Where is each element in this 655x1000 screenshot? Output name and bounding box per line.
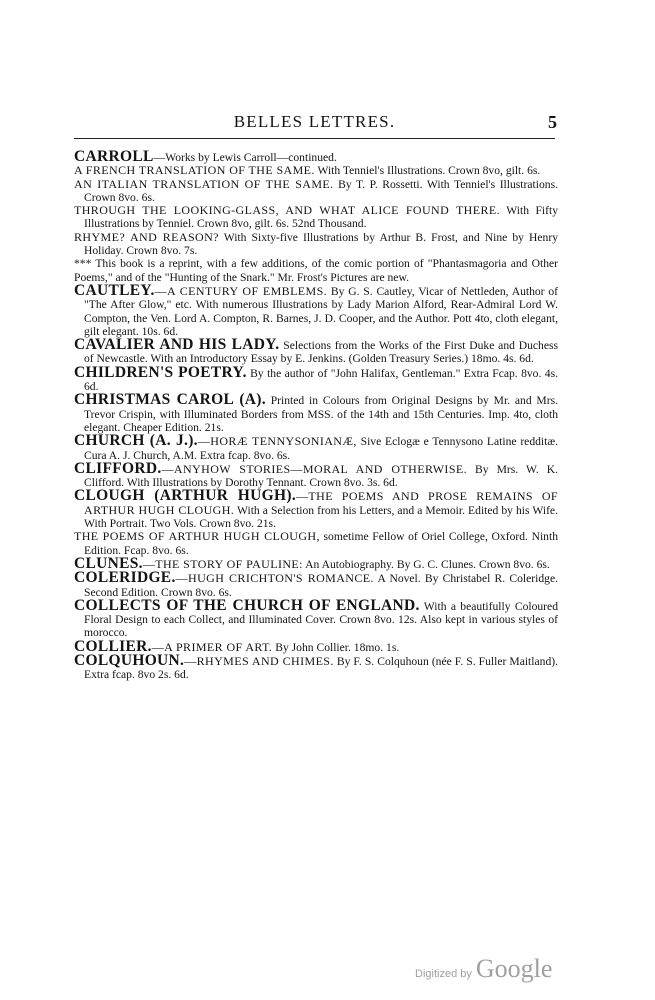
entry-description: By F. S. Colquhoun (née F. S. Fuller Maitland). Extra fcap. 8vo 2s. 6d. bbox=[84, 654, 558, 682]
entry-heading: CHRISTMAS CAROL (A). bbox=[74, 391, 266, 409]
catalogue-entry bbox=[74, 651, 558, 682]
entry-heading: CLOUGH (ARTHUR HUGH). bbox=[74, 487, 297, 505]
catalogue-subentry bbox=[74, 231, 558, 258]
entry-description: —Works by Lewis Carroll—continued. bbox=[153, 151, 337, 164]
catalogue-subentry bbox=[74, 204, 558, 231]
entry-description: By T. P. Rossetti. With Tenniel's Illustrations. Crown 8vo. 6s. bbox=[84, 177, 558, 204]
entry-heading: COLLECTS OF THE CHURCH OF ENGLAND. bbox=[74, 596, 420, 614]
catalogue-entry bbox=[74, 571, 558, 599]
entry-heading: CHILDREN'S POETRY. bbox=[74, 363, 247, 381]
entry-description: sometime Fellow of Oriel College, Oxford. Ninth Edition. Fcap. 8vo. 6s. bbox=[84, 530, 558, 557]
entry-description: A Novel. By Christabel R. Coleridge. Second Edition. Crown 8vo. 6s. bbox=[84, 572, 558, 599]
entry-title: A FRENCH TRANSLATION OF THE SAME. bbox=[74, 163, 315, 178]
catalogue-entry bbox=[74, 434, 558, 462]
page-number: 5 bbox=[548, 112, 557, 132]
catalogue-entry bbox=[74, 363, 558, 394]
entry-description: Printed in Colours from Original Designs by Mr. and Mrs. Trevor Crispin, with Illuminated Borders from MSS. of the 14th and 15th Centuries. Imp. 4to, cloth elegant. Cheaper Edition. 21s. bbox=[84, 394, 558, 434]
entry-title: —HUGH CRICHTON'S ROMANCE. bbox=[175, 571, 374, 586]
entry-title: —THE POEMS AND PROSE REMAINS OF ARTHUR HUGH CLOUGH. bbox=[84, 489, 558, 517]
running-title: BELLES LETTRES. bbox=[233, 112, 396, 131]
entry-description: Selections from the Works of the First Duke and Duchess of Newcastle. With an Introductory Essay by E. Jenkins. (Golden Treasury Series.) 18mo. 4s. 6d. bbox=[84, 339, 559, 366]
entry-description: With a beautifully Coloured Floral Design to each Collect, and Illuminated Cover. Crown 8vo. 12s. Also kept in various styles of morocco. bbox=[84, 599, 558, 640]
catalogue-entry bbox=[74, 150, 558, 164]
entry-title: —A PRIMER OF ART. bbox=[151, 639, 273, 654]
note-text: *** This book is a reprint, with a few additions, of the comic portion of "Phantasmagoria and Other Poems," and of the "Hunting of the Snark." Mr. Frost's Pictures are new. bbox=[74, 257, 558, 284]
digitized-by-label: Digitized by bbox=[415, 968, 472, 980]
catalogue-entry bbox=[74, 281, 559, 338]
catalogue-list bbox=[74, 150, 558, 682]
entry-description: By Mrs. W. K. Clifford. With Illustrations by Dorothy Tennant. Crown 8vo. 3s. 6d. bbox=[84, 462, 558, 490]
entry-title: THE POEMS OF ARTHUR HUGH CLOUGH, bbox=[74, 529, 320, 544]
entry-heading: CHURCH (A. J.). bbox=[74, 432, 198, 450]
entry-title: —ANYHOW STORIES—MORAL AND OTHERWISE. bbox=[161, 461, 468, 476]
catalogue-entry bbox=[74, 596, 558, 640]
catalogue-entry bbox=[74, 393, 558, 434]
entry-description: With Fifty Illustrations by Tenniel. Crown 8vo, gilt. 6s. 52nd Thousand. bbox=[84, 204, 559, 231]
entry-title: —A CENTURY OF EMBLEMS. bbox=[154, 283, 328, 298]
digitized-by-google-watermark bbox=[415, 954, 552, 984]
entry-heading: CAUTLEY. bbox=[74, 281, 155, 299]
entry-description: With Tenniel's Illustrations. Crown 8vo, gilt. 6s. bbox=[314, 164, 541, 178]
catalogue-subentry bbox=[74, 164, 558, 177]
entry-title: RHYME? AND REASON? bbox=[74, 229, 219, 244]
entry-title: THROUGH THE LOOKING-GLASS, AND WHAT ALICE FOUND THERE. bbox=[74, 203, 501, 218]
entry-title: —RHYMES AND CHIMES. bbox=[184, 653, 334, 668]
catalogue-subentry bbox=[74, 178, 558, 205]
google-logo: Google bbox=[475, 954, 553, 983]
entry-heading: CAVALIER AND HIS LADY. bbox=[74, 336, 280, 354]
entry-description: By John Collier. 18mo. 1s. bbox=[272, 640, 400, 654]
editorial-note bbox=[74, 257, 558, 284]
entry-description: Sive Eclogæ e Tennysono Latine redditæ. Cura A. J. Church, A.M. Extra fcap. 8vo. 6s. bbox=[84, 435, 558, 462]
entry-title: —THE STORY OF PAULINE: bbox=[142, 556, 303, 571]
entry-description: By G. S. Cautley, Vicar of Nettleden, Author of "The After Glow," etc. With numerous Illustrations by Lady Marion Alford, Rear-Admiral Lord W. Compton, the Ven. Lord A. Compton, R. Barnes, J. D. Cooper, and the Author. Pott 4to, cloth elegant, gilt elegant. 10s. 6d. bbox=[84, 284, 559, 338]
entry-description: With Sixty-five Illustrations by Arthur B. Frost, and Nine by Henry Holiday. Crown 8vo. 7s. bbox=[84, 230, 558, 258]
catalogue-entry bbox=[74, 459, 558, 490]
entry-heading: CARROLL bbox=[74, 148, 154, 165]
catalogue-entry bbox=[74, 489, 558, 530]
catalogue-entry bbox=[74, 338, 558, 366]
entry-description: With a Selection from his Letters, and a Memoir. Edited by his Wife. With Portrait. Two Vols. Crown 8vo. 21s. bbox=[84, 503, 558, 531]
entry-heading: CLIFFORD. bbox=[74, 459, 162, 477]
entry-heading: COLLIER. bbox=[74, 637, 152, 655]
entry-description: By the author of "John Halifax, Gentleman." Extra Fcap. 8vo. 4s. 6d. bbox=[84, 366, 558, 394]
running-head bbox=[74, 112, 555, 139]
entry-description: An Autobiography. By G. C. Clunes. Crown 8vo. 6s. bbox=[302, 557, 550, 571]
entry-heading: CLUNES. bbox=[74, 554, 143, 572]
entry-title: —HORÆ TENNYSONIANÆ, bbox=[197, 434, 357, 449]
catalogue-subentry bbox=[74, 530, 558, 557]
entry-title: AN ITALIAN TRANSLATION OF THE SAME. bbox=[74, 176, 334, 191]
entry-heading: COLERIDGE. bbox=[74, 569, 176, 587]
entry-heading: COLQUHOUN. bbox=[74, 651, 185, 669]
